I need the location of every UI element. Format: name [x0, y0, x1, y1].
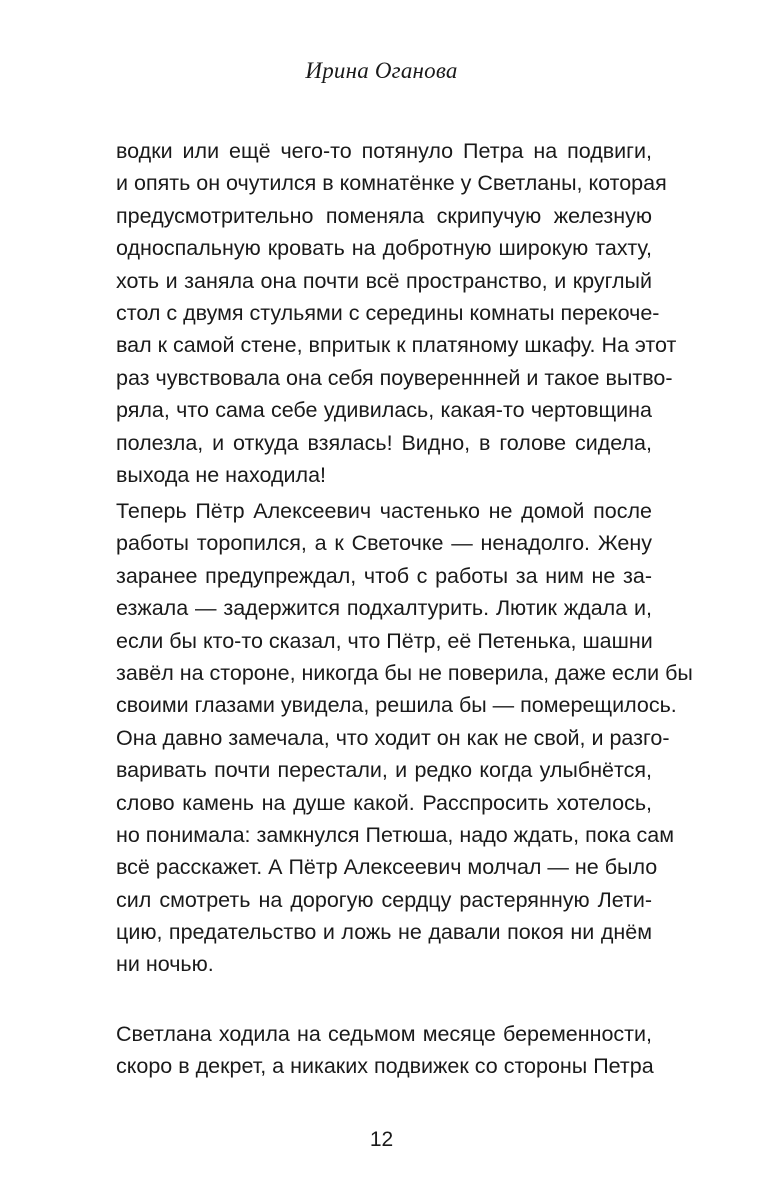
text-line: работы торопился, а к Светочке — ненадолго. Жену: [116, 531, 652, 556]
text-line: полезла, и откуда взялась! Видно, в голове сидела,: [116, 430, 652, 455]
text-line: ряла, что сама себе удивилась, какая-то чертовщина: [116, 398, 652, 423]
text-line: раз чувствовала она себя поувереннней и такое вытво-: [116, 365, 673, 390]
text-line: выхода не находила!: [116, 462, 327, 487]
text-line: своими глазами увидела, решила бы — померещилось.: [116, 693, 677, 718]
text-line: варивать почти перестали, и редко когда улыбнётся,: [116, 758, 652, 783]
running-head: Ирина Оганова: [305, 58, 458, 83]
text-line: Светлана ходила на седьмом месяце беременности,: [116, 1022, 652, 1046]
text-line: если бы кто-то сказал, что Пётр, её Петенька, шашни: [116, 628, 653, 653]
text-line: водки или ещё чего-то потянуло Петра на подвиги,: [116, 139, 652, 163]
paragraph-1: [116, 135, 677, 491]
text-line: но понимала: замкнулся Петюша, надо ждать, пока сам: [116, 822, 674, 847]
text-line: цию, предательство и ложь не давали покоя ни днём: [116, 920, 652, 945]
text-line: и опять он очутился в комнатёнке у Светланы, которая: [116, 171, 667, 196]
text-line: сил смотреть на дорогую сердцу растерянную Лети-: [116, 887, 652, 912]
text-line: Теперь Пётр Алексеевич частенько не домой после: [116, 499, 652, 523]
text-line: вал к самой стене, впритык к платяному шкафу. На этот: [116, 333, 677, 358]
text-line: односпальную кровать на добротную широкую тахту,: [116, 236, 652, 261]
text-line: стол с двумя стульями с середины комнаты перекоче-: [116, 300, 660, 325]
text-line: предусмотрительно поменяла скрипучую железную: [116, 203, 652, 228]
text-line: слово камень на душе какой. Расспросить хотелось,: [116, 790, 652, 815]
paragraph-3: [116, 1018, 652, 1083]
text-line: заранее предупреждал, чтоб с работы за ним не за-: [116, 563, 652, 588]
page-number: 12: [369, 1128, 394, 1151]
text-line: скоро в декрет, а никаких подвижек со стороны Петра: [116, 1054, 654, 1079]
text-line: езжала — задержится подхалтурить. Лютик ждала и,: [116, 596, 652, 621]
text-line: ни ночью.: [116, 952, 214, 977]
text-line: хоть и заняла она почти всё пространство, и круглый: [116, 268, 652, 293]
text-line: завёл на стороне, никогда бы не поверила, даже если бы: [116, 660, 693, 685]
paragraph-2: [116, 495, 693, 981]
text-line: всё расскажет. А Пётр Алексеевич молчал — не было: [116, 855, 658, 880]
text-line: Она давно замечала, что ходит он как не свой, и разго-: [116, 725, 670, 750]
